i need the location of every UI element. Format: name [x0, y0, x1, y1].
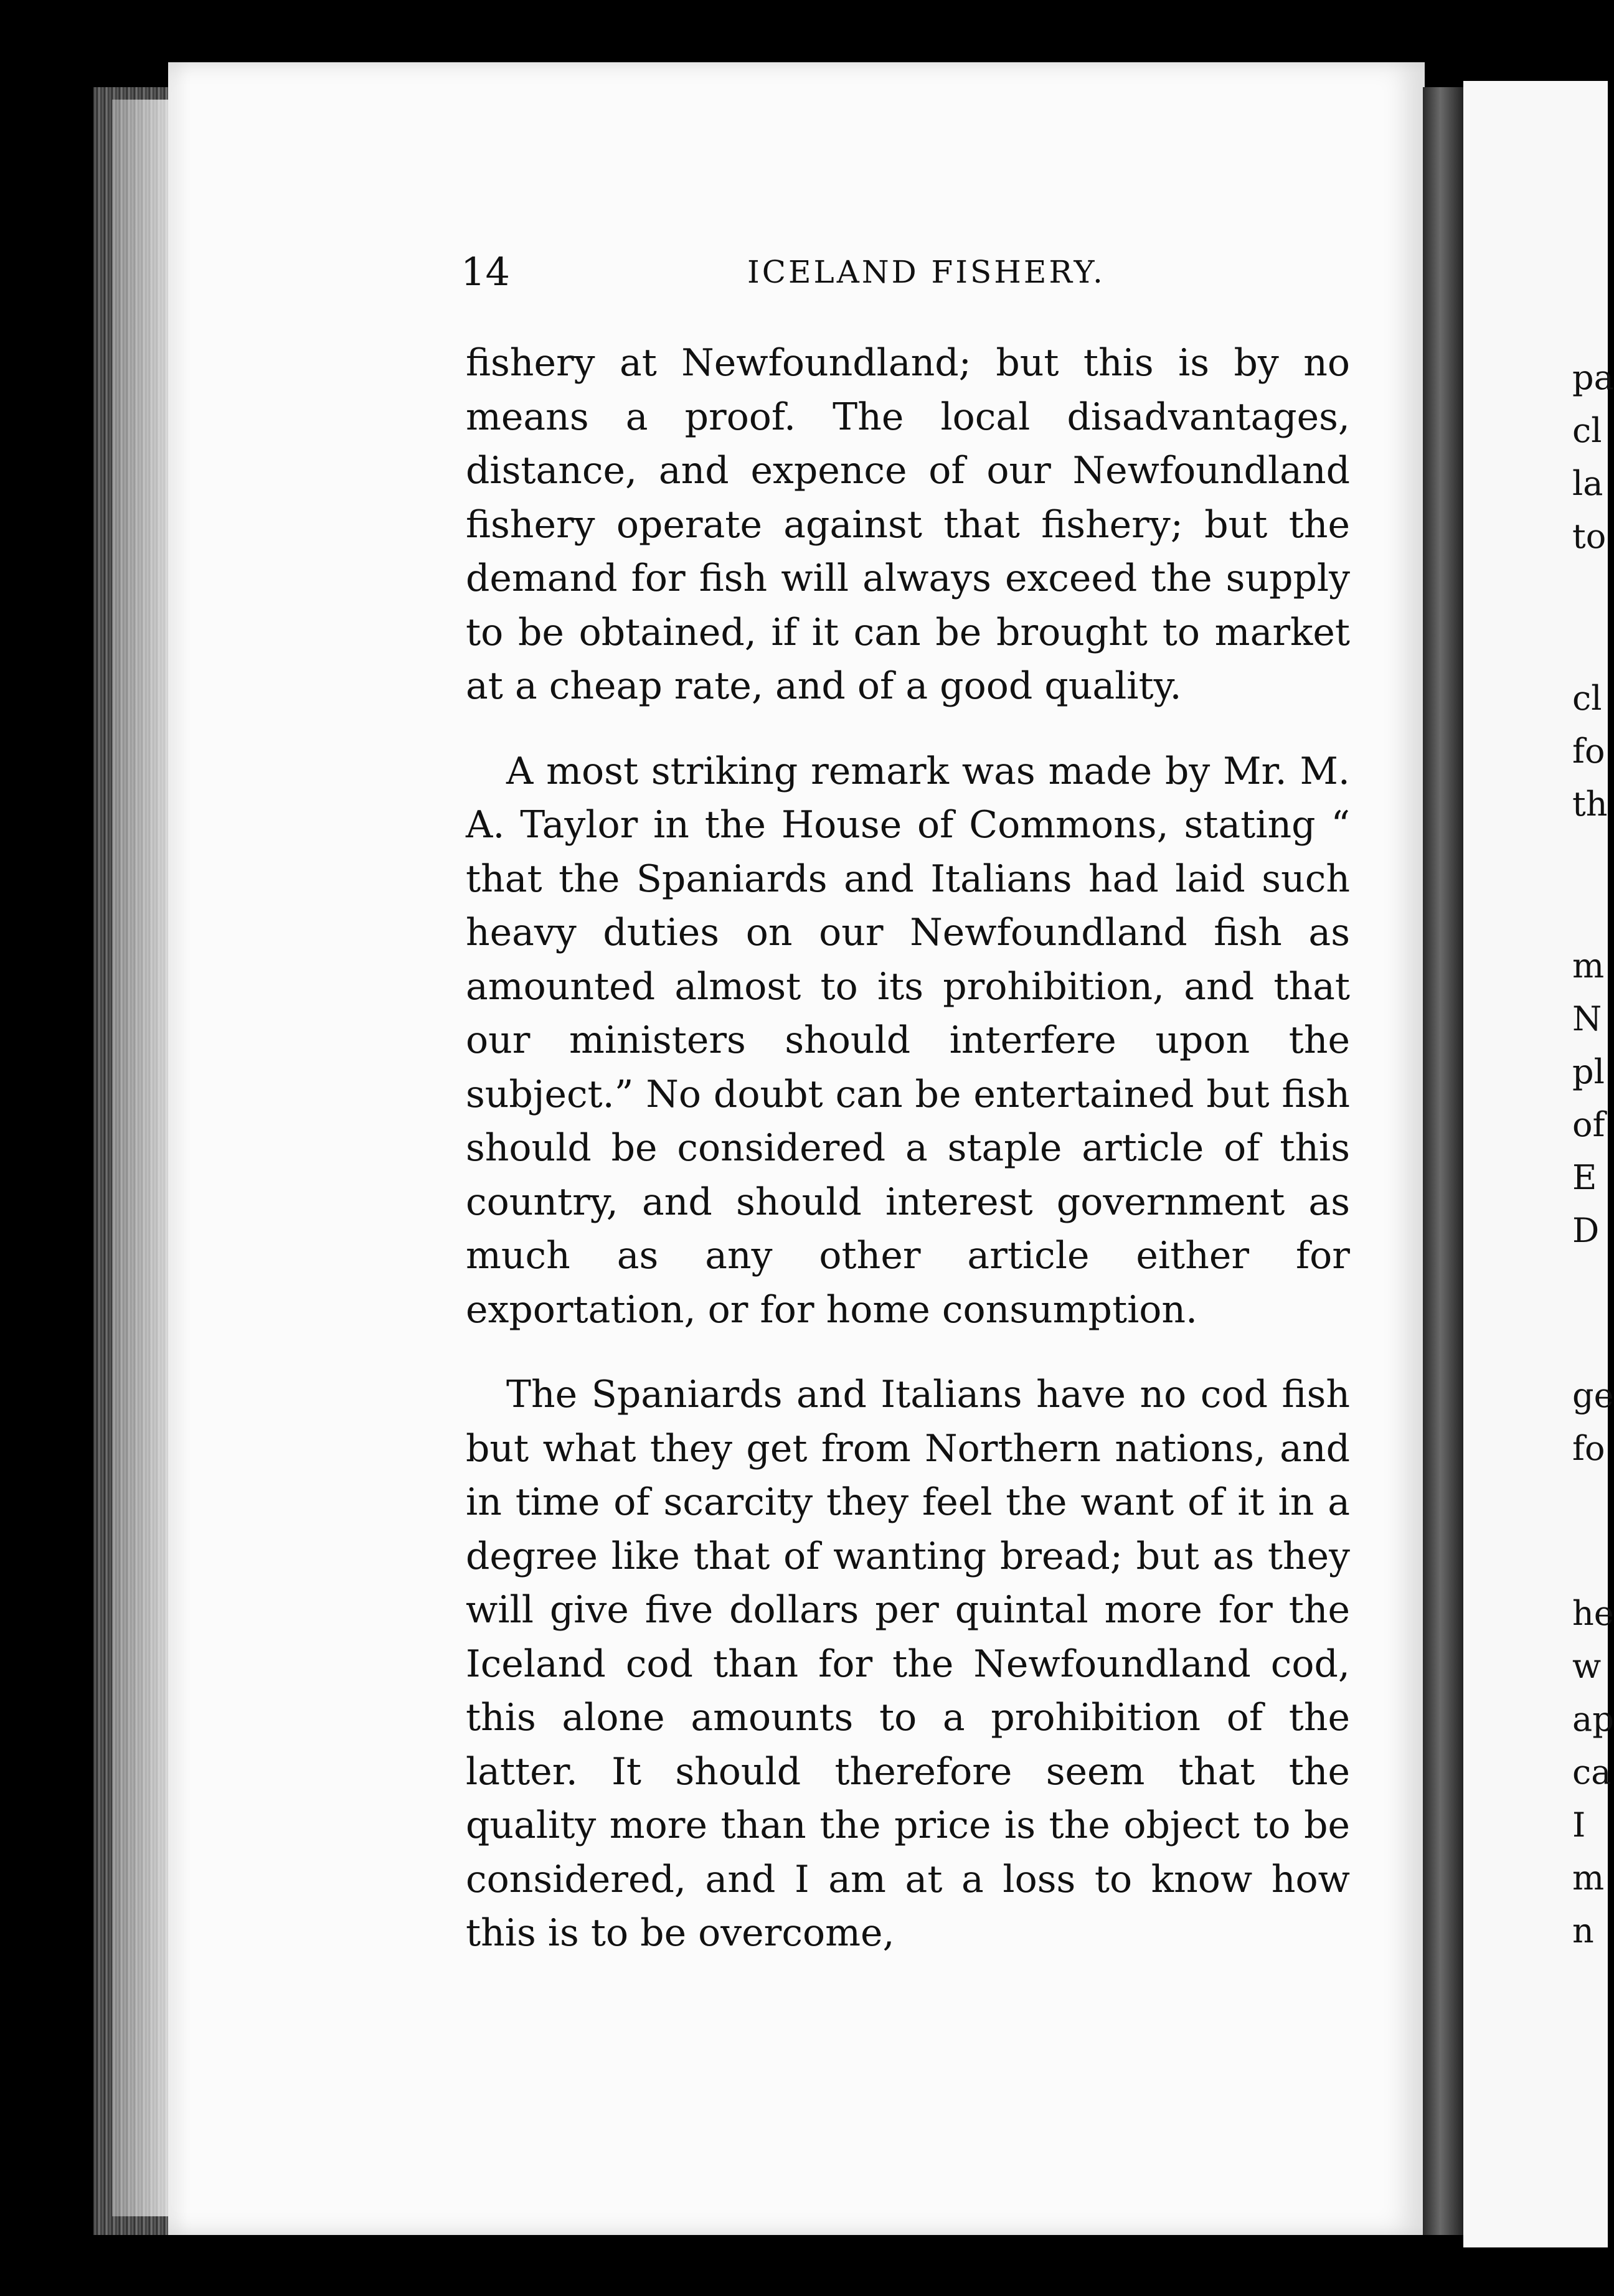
paragraph: fishery at Newfoundland; but this is by no means a proof. The local disadvantages, distance, and expence of our Newfoundland fishery operate against that fishery; but the demand for fish will always exceed the supply to be obtained, if it can be brought to market at a cheap rate, and of a good quality.	[466, 341, 1350, 708]
paragraph: The Spaniards and Italians have no cod fish but what they get from Northern nations, and in time of scarcity they feel the want of it in a degree like that of wanting bread; but as they will give five dollars per quintal more for the Iceland cod than for the Newfoundland cod, this alone amounts to a prohibition of the latter. It should therefore seem that the quality more than the price is the object to be considered, and I am at a loss to know how this is to be overcome,	[466, 1373, 1350, 1955]
facing-page-fragment: ap	[1572, 1700, 1614, 1739]
facing-page-fragment: cl	[1572, 679, 1602, 718]
book-gutter	[1423, 87, 1466, 2235]
running-head: ICELAND FISHERY.	[747, 254, 1105, 290]
facing-page-fragment: E	[1572, 1158, 1597, 1197]
left-page-edge-highlight	[112, 100, 174, 2216]
facing-page-fragment: of	[1572, 1105, 1605, 1144]
facing-page-fragment: D	[1572, 1211, 1600, 1250]
facing-page-fragment: m	[1572, 1858, 1605, 1898]
facing-page-fragment: to	[1572, 517, 1607, 556]
facing-page-fragment: he	[1572, 1594, 1614, 1633]
facing-page-fragment: w	[1572, 1647, 1602, 1686]
page-number: 14	[461, 249, 510, 294]
facing-page-fragment: ca	[1572, 1753, 1612, 1792]
facing-page-fragment: pa	[1572, 358, 1614, 397]
body-text	[466, 336, 1350, 1960]
facing-page-fragment: m	[1572, 946, 1605, 986]
facing-page-fragment: N	[1572, 999, 1602, 1038]
facing-page-fragment: fo	[1572, 1429, 1605, 1468]
facing-page-fragment: pl	[1572, 1052, 1605, 1091]
paragraph: A most striking remark was made by Mr. M. A. Taylor in the House of Commons, stating “ that the Spaniards and Italians had laid such heavy duties on our Newfoundland fish as amounted almost to its prohibition, and that our ministers should interfere upon the subject.” No doubt can be entertained but fish should be considered a staple article of this country, and should interest government as much as any other article either for exportation, or for home consumption.	[466, 749, 1350, 1332]
facing-page-fragment: la	[1572, 464, 1603, 503]
facing-page-fragment: fo	[1572, 732, 1605, 771]
facing-page-fragment: ge	[1572, 1376, 1614, 1415]
page-header	[461, 249, 1357, 299]
facing-page-fragment: n	[1572, 1911, 1594, 1950]
facing-page-fragment: I	[1572, 1805, 1586, 1845]
facing-page-fragment: th	[1572, 784, 1608, 824]
facing-page-fragment: cl	[1572, 411, 1602, 450]
